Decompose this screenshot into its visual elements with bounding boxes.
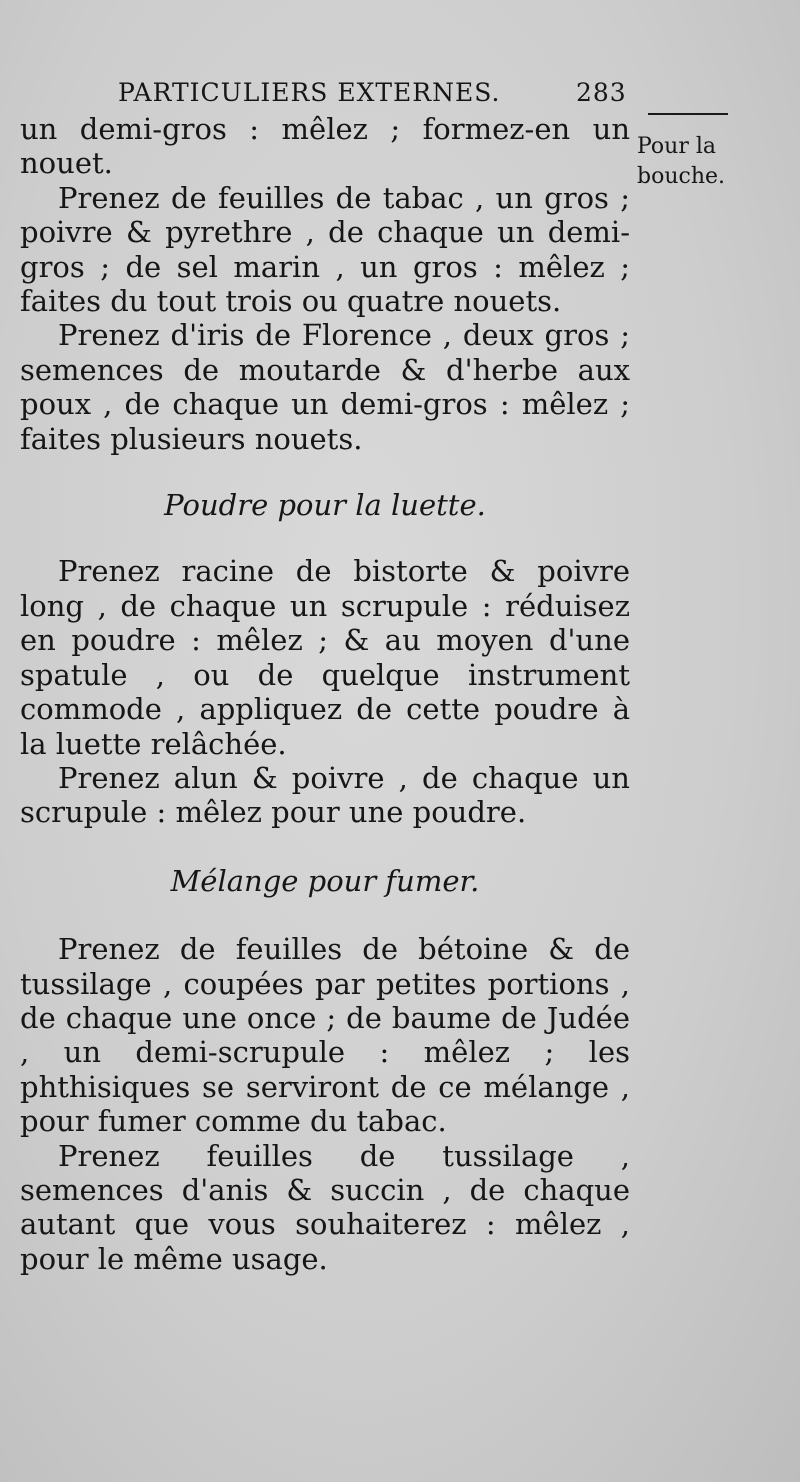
page-body [20, 112, 630, 1276]
paragraph: un demi-gros : mêlez ; formez-en un nouet. [20, 112, 630, 181]
margin-rule [648, 113, 728, 115]
section-heading: Mélange pour fumer. [170, 863, 480, 898]
margin-note-line: Pour la [637, 134, 716, 159]
running-title: PARTICULIERS EXTERNES. [118, 78, 501, 107]
margin-note [637, 132, 787, 192]
paragraph: Prenez feuilles de tussilage , semences d'anis & succin , de chaque autant que vous souhaiterez : mêlez , pour le même usage. [20, 1138, 630, 1276]
paragraph: Prenez de feuilles de tabac , un gros ; poivre & pyrethre , de chaque un demi-gros ; de sel marin , un gros : mêlez ; faites du tout trois ou quatre nouets. [20, 180, 630, 319]
page-number: 283 [576, 78, 627, 107]
margin-note-line: bouche. [637, 164, 725, 189]
section-heading: Poudre pour la luette. [164, 488, 486, 523]
paragraph: Prenez racine de bistorte & poivre long , de chaque un scrupule : réduisez en poudre : mêlez ; & au moyen d'une spatule , ou de quelque instrument commode , appliquez de cette poudre à la luette relâchée. [20, 554, 630, 761]
paragraph: Prenez de feuilles de bétoine & de tussilage , coupées par petites portions , de chaque une once ; de baume de Judée , un demi-scrupule : mêlez ; les phthisiques se serviront de ce mélange , pour fumer comme du tabac. [20, 932, 630, 1139]
paragraph: Prenez alun & poivre , de chaque un scrupule : mêlez pour une poudre. [20, 760, 630, 830]
paragraph: Prenez d'iris de Florence , deux gros ; semences de moutarde & d'herbe aux poux , de chaque un demi-gros : mêlez ; faites plusieurs nouets. [20, 318, 630, 456]
